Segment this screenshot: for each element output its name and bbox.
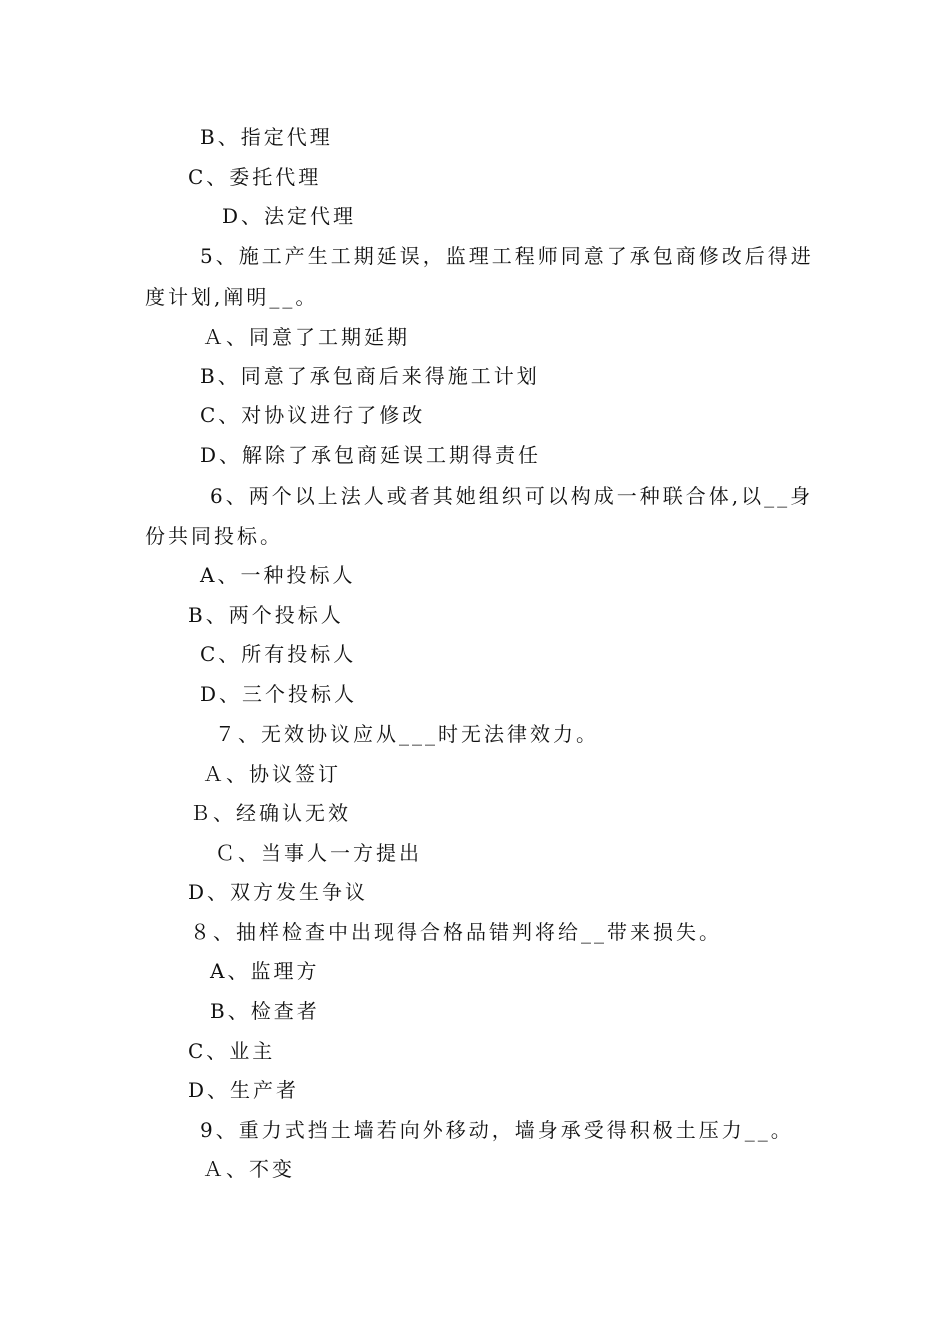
q5-option-d: D、解除了承包商延误工期得责任 (200, 443, 542, 467)
question-6-line-2: 份共同投标。 (145, 524, 283, 548)
q8-option-c: C、业主 (188, 1039, 276, 1063)
q6-option-d: D、三个投标人 (200, 682, 358, 706)
q7-option-c: Ｃ、当事人一方提出 (215, 841, 422, 865)
q6-option-b: B、两个投标人 (188, 603, 344, 627)
q5-option-c: C、对协议进行了修改 (200, 403, 426, 427)
q6-option-a: A、一种投标人 (200, 563, 356, 587)
q9-option-a: Ａ、不变 (203, 1157, 295, 1181)
question-7: ７、无效协议应从___时无法律效力。 (215, 722, 599, 746)
question-6-line-1: 6、两个以上法人或者其她组织可以构成一种联合体,以__身 (210, 484, 814, 508)
option-c-entrusted-agency: C、委托代理 (188, 165, 322, 189)
q5-option-b: B、同意了承包商后来得施工计划 (200, 364, 540, 388)
q7-option-a: Ａ、协议签订 (203, 762, 341, 786)
question-5-line-1: 5、施工产生工期延误，监理工程师同意了承包商修改后得进 (200, 244, 814, 268)
q8-option-b: B、检查者 (210, 999, 320, 1023)
q8-option-a: A、监理方 (210, 959, 320, 983)
option-d-statutory-agency: D、法定代理 (222, 204, 357, 228)
option-b-designated-agency: B、指定代理 (200, 125, 333, 149)
q5-option-a: Ａ、同意了工期延期 (203, 325, 410, 349)
q8-option-d: D、生产者 (188, 1078, 300, 1102)
q7-option-d: D、双方发生争议 (188, 880, 369, 904)
question-8: ８、抽样检查中出现得合格品错判将给__带来损失。 (190, 920, 722, 944)
q7-option-b: Ｂ、经确认无效 (190, 801, 351, 825)
question-5-line-2: 度计划,阐明__。 (145, 285, 319, 309)
question-9: 9、重力式挡土墙若向外移动，墙身承受得积极土压力__。 (200, 1118, 794, 1142)
q6-option-c: C、所有投标人 (200, 642, 357, 666)
